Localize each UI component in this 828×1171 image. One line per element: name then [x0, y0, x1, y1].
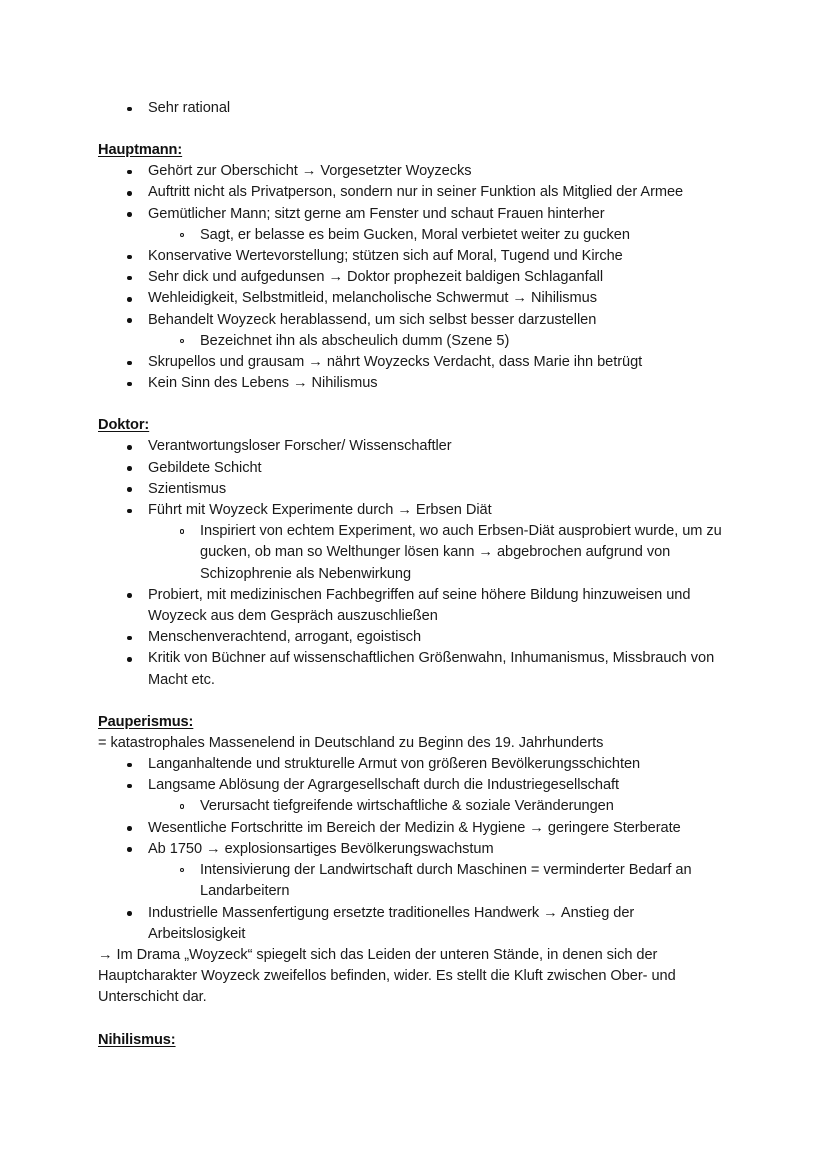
subbullet-bezeichnet-ihn-als-abscheulich-dumm: Bezeichnet ihn als abscheulich dumm (Szene 5) [98, 331, 732, 352]
conclusion-pauperismus: → Im Drama „Woyzeck“ spiegelt sich das Leiden der unteren Stände, in denen sich der Hauptcharakter Woyzeck zweifellos befinden, wider. Es stellt die Kluft zwischen Ober- und Unterschicht dar. [98, 946, 676, 1006]
subbullet-intensivierung-der-landwirtschaft: Intensivierung der Landwirtschaft durch Maschinen = verminderter Bedarf an Landarbeitern [98, 860, 732, 902]
bullet-konservative-wertevorstellung: Konservative Wertevorstellung; stützen sich auf Moral, Tugend und Kirche [98, 246, 732, 267]
heading-nihilismus: Nihilismus: [98, 1031, 176, 1048]
bullet-gehoert-zur-oberschicht: Gehört zur Oberschicht → Vorgesetzter Woyzecks [98, 161, 732, 182]
bullet-sehr-dick-und-aufgedunsen: Sehr dick und aufgedunsen → Doktor prophezeit baldigen Schlaganfall [98, 267, 732, 288]
bullet-wesentliche-fortschritte-medizin-hygiene: Wesentliche Fortschritte im Bereich der Medizin & Hygiene → geringere Sterberate [98, 818, 732, 839]
sub-bullet-list [98, 860, 732, 902]
bullet-gemuetlicher-mann: Gemütlicher Mann; sitzt gerne am Fenster und schaut Frauen hinterher [98, 204, 732, 225]
sub-bullet-list [98, 796, 732, 817]
sub-bullet-list [98, 225, 732, 246]
bullet-gebildete-schicht: Gebildete Schicht [98, 458, 732, 479]
paragraph-spacer [98, 119, 732, 140]
bullet-fuehrt-mit-woyzeck-experimente-durch: Führt mit Woyzeck Experimente durch → Erbsen Diät [98, 500, 732, 521]
bullet-verantwortungsloser-forscher: Verantwortungsloser Forscher/ Wissenschaftler [98, 436, 732, 457]
bullet-list [98, 246, 732, 331]
bullet-list [98, 161, 732, 225]
document-content [98, 98, 732, 1051]
sub-bullet-list [98, 331, 732, 352]
bullet-kein-sinn-des-lebens: Kein Sinn des Lebens → Nihilismus [98, 373, 732, 394]
bullet-auftritt-nicht-als-privatperson: Auftritt nicht als Privatperson, sondern nur in seiner Funktion als Mitglied der Armee [98, 182, 732, 203]
bullet-industrielle-massenfertigung: Industrielle Massenfertigung ersetzte traditionelles Handwerk → Anstieg der Arbeitslosigkeit [98, 903, 732, 945]
bullet-list [98, 98, 732, 119]
bullet-probiert-mit-medizinischen-fachbegriffen: Probiert, mit medizinischen Fachbegriffen auf seine höhere Bildung hinzuweisen und Woyzeck aus dem Gespräch auszuschließen [98, 585, 732, 627]
bullet-sehr-rational: Sehr rational [98, 98, 732, 119]
sub-bullet-list [98, 521, 732, 585]
subbullet-verursacht-tiefgreifende-veraenderungen: Verursacht tiefgreifende wirtschaftliche & soziale Veränderungen [98, 796, 732, 817]
definition-pauperismus: = katastrophales Massenelend in Deutschland zu Beginn des 19. Jahrhunderts [98, 734, 604, 751]
subbullet-sagt-er-belasse-es-beim-gucken: Sagt, er belasse es beim Gucken, Moral verbietet weiter zu gucken [98, 225, 732, 246]
bullet-langanhaltende-und-strukturelle-armut: Langanhaltende und strukturelle Armut von größeren Bevölkerungsschichten [98, 754, 732, 775]
bullet-list [98, 352, 732, 394]
heading-hauptmann: Hauptmann: [98, 142, 183, 159]
bullet-kritik-von-buechner: Kritik von Büchner auf wissenschaftlichen Größenwahn, Inhumanismus, Missbrauch von Macht etc. [98, 648, 732, 690]
bullet-ab-1750-bevoelkerungswachstum: Ab 1750 → explosionsartiges Bevölkerungswachstum [98, 839, 732, 860]
paragraph-spacer [98, 1009, 732, 1030]
bullet-behandelt-woyzeck-herablassend: Behandelt Woyzeck herablassend, um sich selbst besser darzustellen [98, 310, 732, 331]
bullet-wehleidigkeit-selbstmitleid: Wehleidigkeit, Selbstmitleid, melancholische Schwermut → Nihilismus [98, 288, 732, 309]
bullet-langsame-abloesung-der-agrargesellschaft: Langsame Ablösung der Agrargesellschaft durch die Industriegesellschaft [98, 775, 732, 796]
bullet-szientismus: Szientismus [98, 479, 732, 500]
bullet-list [98, 754, 732, 796]
bullet-menschenverachtend-arrogant-egoistisch: Menschenverachtend, arrogant, egoistisch [98, 627, 732, 648]
bullet-list [98, 585, 732, 691]
heading-pauperismus: Pauperismus: [98, 713, 194, 730]
bullet-list [98, 436, 732, 521]
bullet-skrupellos-und-grausam: Skrupellos und grausam → nährt Woyzecks Verdacht, dass Marie ihn betrügt [98, 352, 732, 373]
bullet-list [98, 818, 732, 860]
paragraph-spacer [98, 691, 732, 712]
heading-doktor: Doktor: [98, 417, 150, 434]
paragraph-spacer [98, 394, 732, 415]
subbullet-inspiriert-von-echtem-experiment: Inspiriert von echtem Experiment, wo auch Erbsen-Diät ausprobiert wurde, um zu gucken, ob man so Welthunger lösen kann → abgebrochen aufgrund von Schizophrenie als Nebenwirkung [98, 521, 732, 585]
bullet-list [98, 903, 732, 945]
